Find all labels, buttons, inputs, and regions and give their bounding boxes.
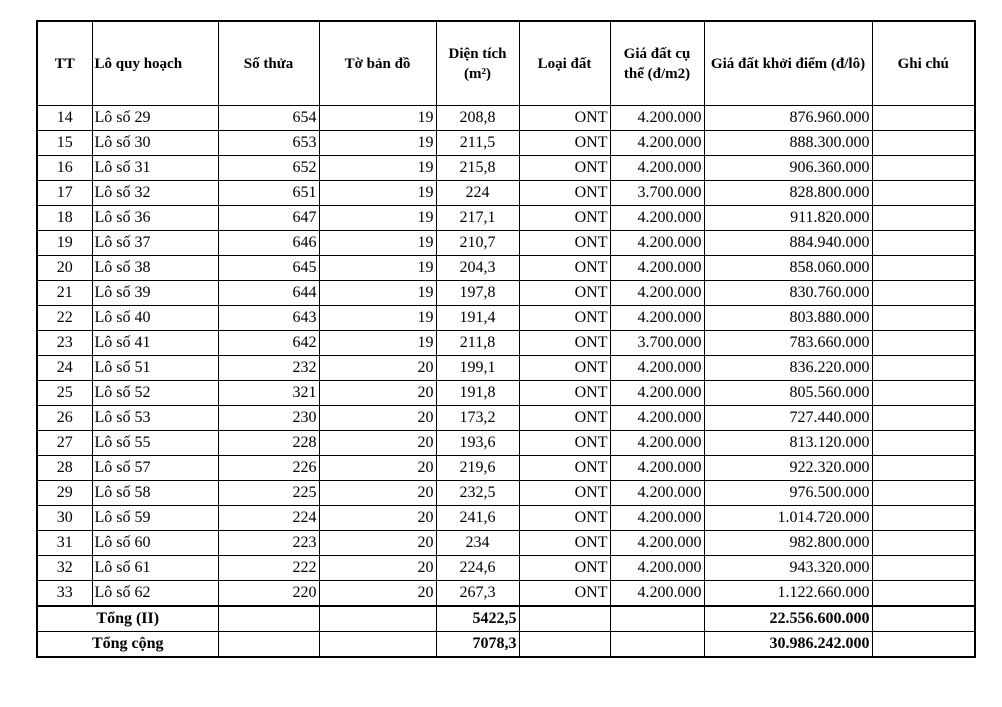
cell-start-price: 813.120.000	[704, 431, 872, 456]
cell-lot: Lô số 62	[92, 581, 218, 607]
cell-note	[872, 256, 975, 281]
cell-lot: Lô số 53	[92, 406, 218, 431]
cell-area: 191,4	[436, 306, 519, 331]
cell-note	[872, 331, 975, 356]
cell-start-price: 976.500.000	[704, 481, 872, 506]
cell-parcel: 644	[218, 281, 319, 306]
cell-unit-price: 4.200.000	[610, 406, 704, 431]
cell-lot: Lô số 37	[92, 231, 218, 256]
cell-area: 211,5	[436, 131, 519, 156]
cell-map-sheet: 20	[319, 406, 436, 431]
total-label: Tổng cộng	[37, 632, 218, 658]
table-row	[37, 306, 975, 331]
cell-parcel: 652	[218, 156, 319, 181]
cell-map-sheet: 19	[319, 331, 436, 356]
cell-lot: Lô số 41	[92, 331, 218, 356]
cell-unit-price: 4.200.000	[610, 356, 704, 381]
cell-area: 219,6	[436, 456, 519, 481]
cell-start-price: 982.800.000	[704, 531, 872, 556]
cell-area: 204,3	[436, 256, 519, 281]
cell-lot: Lô số 40	[92, 306, 218, 331]
cell-note	[872, 431, 975, 456]
cell-unit-price: 4.200.000	[610, 256, 704, 281]
cell-parcel: 646	[218, 231, 319, 256]
table-row	[37, 556, 975, 581]
cell-area: 197,8	[436, 281, 519, 306]
cell-area: 173,2	[436, 406, 519, 431]
cell-tt: 28	[37, 456, 92, 481]
cell-tt: 29	[37, 481, 92, 506]
cell-land-type: ONT	[519, 231, 610, 256]
cell-map-sheet: 19	[319, 156, 436, 181]
cell-tt: 26	[37, 406, 92, 431]
cell-area: 224	[436, 181, 519, 206]
cell-land-type: ONT	[519, 281, 610, 306]
cell-map-sheet: 19	[319, 181, 436, 206]
cell-tt: 33	[37, 581, 92, 607]
header-lot: Lô quy hoạch	[92, 21, 218, 106]
cell-lot: Lô số 29	[92, 106, 218, 131]
total-price: 30.986.242.000	[704, 632, 872, 658]
cell-start-price: 828.800.000	[704, 181, 872, 206]
cell-lot: Lô số 36	[92, 206, 218, 231]
cell-parcel: 654	[218, 106, 319, 131]
total-area: 7078,3	[436, 632, 519, 658]
cell-parcel: 228	[218, 431, 319, 456]
table-header-row	[37, 21, 975, 106]
total-empty-type	[519, 606, 610, 632]
cell-start-price: 876.960.000	[704, 106, 872, 131]
cell-parcel: 224	[218, 506, 319, 531]
cell-map-sheet: 20	[319, 356, 436, 381]
cell-area: 217,1	[436, 206, 519, 231]
cell-start-price: 906.360.000	[704, 156, 872, 181]
table-row	[37, 131, 975, 156]
cell-start-price: 911.820.000	[704, 206, 872, 231]
cell-map-sheet: 20	[319, 556, 436, 581]
cell-unit-price: 3.700.000	[610, 181, 704, 206]
cell-tt: 32	[37, 556, 92, 581]
cell-note	[872, 556, 975, 581]
total-row	[37, 632, 975, 658]
cell-lot: Lô số 55	[92, 431, 218, 456]
cell-area: 241,6	[436, 506, 519, 531]
table-row	[37, 231, 975, 256]
header-start-price: Giá đất khởi điểm (đ/lô)	[704, 21, 872, 106]
cell-tt: 17	[37, 181, 92, 206]
cell-area: 199,1	[436, 356, 519, 381]
cell-unit-price: 4.200.000	[610, 206, 704, 231]
table-row	[37, 106, 975, 131]
cell-note	[872, 356, 975, 381]
cell-lot: Lô số 31	[92, 156, 218, 181]
cell-start-price: 830.760.000	[704, 281, 872, 306]
cell-lot: Lô số 60	[92, 531, 218, 556]
total-empty-unit	[610, 606, 704, 632]
total-label: Tổng (II)	[37, 606, 218, 632]
cell-parcel: 230	[218, 406, 319, 431]
cell-unit-price: 4.200.000	[610, 456, 704, 481]
cell-unit-price: 4.200.000	[610, 131, 704, 156]
cell-parcel: 220	[218, 581, 319, 607]
cell-land-type: ONT	[519, 581, 610, 607]
cell-land-type: ONT	[519, 556, 610, 581]
cell-start-price: 888.300.000	[704, 131, 872, 156]
cell-note	[872, 281, 975, 306]
cell-lot: Lô số 61	[92, 556, 218, 581]
cell-map-sheet: 20	[319, 481, 436, 506]
cell-note	[872, 456, 975, 481]
cell-start-price: 783.660.000	[704, 331, 872, 356]
cell-note	[872, 231, 975, 256]
cell-tt: 22	[37, 306, 92, 331]
cell-unit-price: 4.200.000	[610, 281, 704, 306]
cell-note	[872, 581, 975, 607]
header-tt: TT	[37, 21, 92, 106]
cell-parcel: 651	[218, 181, 319, 206]
cell-unit-price: 4.200.000	[610, 581, 704, 607]
cell-unit-price: 4.200.000	[610, 506, 704, 531]
cell-land-type: ONT	[519, 481, 610, 506]
cell-map-sheet: 20	[319, 381, 436, 406]
cell-note	[872, 206, 975, 231]
cell-area: 210,7	[436, 231, 519, 256]
table-row	[37, 431, 975, 456]
cell-land-type: ONT	[519, 256, 610, 281]
cell-note	[872, 381, 975, 406]
cell-lot: Lô số 38	[92, 256, 218, 281]
cell-tt: 20	[37, 256, 92, 281]
cell-note	[872, 506, 975, 531]
cell-unit-price: 4.200.000	[610, 381, 704, 406]
cell-start-price: 943.320.000	[704, 556, 872, 581]
total-row	[37, 606, 975, 632]
cell-lot: Lô số 32	[92, 181, 218, 206]
cell-land-type: ONT	[519, 306, 610, 331]
total-empty-map	[319, 606, 436, 632]
cell-unit-price: 4.200.000	[610, 431, 704, 456]
cell-note	[872, 106, 975, 131]
header-note: Ghi chú	[872, 21, 975, 106]
cell-tt: 15	[37, 131, 92, 156]
cell-land-type: ONT	[519, 106, 610, 131]
cell-area: 193,6	[436, 431, 519, 456]
cell-tt: 21	[37, 281, 92, 306]
cell-land-type: ONT	[519, 406, 610, 431]
cell-map-sheet: 19	[319, 206, 436, 231]
cell-tt: 16	[37, 156, 92, 181]
table-row	[37, 481, 975, 506]
cell-area: 215,8	[436, 156, 519, 181]
cell-parcel: 222	[218, 556, 319, 581]
cell-note	[872, 406, 975, 431]
cell-tt: 24	[37, 356, 92, 381]
total-empty-map	[319, 632, 436, 658]
cell-parcel: 645	[218, 256, 319, 281]
cell-land-type: ONT	[519, 531, 610, 556]
cell-unit-price: 4.200.000	[610, 531, 704, 556]
cell-tt: 31	[37, 531, 92, 556]
table-row	[37, 331, 975, 356]
cell-start-price: 727.440.000	[704, 406, 872, 431]
cell-map-sheet: 19	[319, 131, 436, 156]
table-row	[37, 406, 975, 431]
cell-note	[872, 306, 975, 331]
cell-tt: 30	[37, 506, 92, 531]
cell-land-type: ONT	[519, 331, 610, 356]
cell-area: 224,6	[436, 556, 519, 581]
table-row	[37, 356, 975, 381]
total-area: 5422,5	[436, 606, 519, 632]
cell-lot: Lô số 30	[92, 131, 218, 156]
total-price: 22.556.600.000	[704, 606, 872, 632]
table-row	[37, 206, 975, 231]
cell-tt: 27	[37, 431, 92, 456]
cell-start-price: 884.940.000	[704, 231, 872, 256]
cell-map-sheet: 20	[319, 456, 436, 481]
table-body	[37, 106, 975, 658]
total-empty-parcel	[218, 606, 319, 632]
cell-start-price: 1.122.660.000	[704, 581, 872, 607]
cell-land-type: ONT	[519, 431, 610, 456]
cell-map-sheet: 19	[319, 256, 436, 281]
header-map-sheet: Tờ bản đồ	[319, 21, 436, 106]
cell-start-price: 836.220.000	[704, 356, 872, 381]
cell-start-price: 858.060.000	[704, 256, 872, 281]
cell-unit-price: 4.200.000	[610, 556, 704, 581]
cell-map-sheet: 19	[319, 306, 436, 331]
cell-tt: 19	[37, 231, 92, 256]
cell-tt: 14	[37, 106, 92, 131]
cell-note	[872, 531, 975, 556]
table-row	[37, 456, 975, 481]
table-row	[37, 381, 975, 406]
cell-land-type: ONT	[519, 156, 610, 181]
table-row	[37, 181, 975, 206]
cell-start-price: 803.880.000	[704, 306, 872, 331]
cell-land-type: ONT	[519, 456, 610, 481]
cell-parcel: 321	[218, 381, 319, 406]
table-row	[37, 581, 975, 607]
cell-note	[872, 181, 975, 206]
cell-lot: Lô số 39	[92, 281, 218, 306]
cell-area: 211,8	[436, 331, 519, 356]
table-row	[37, 256, 975, 281]
total-empty-unit	[610, 632, 704, 658]
cell-unit-price: 4.200.000	[610, 306, 704, 331]
cell-note	[872, 156, 975, 181]
cell-lot: Lô số 51	[92, 356, 218, 381]
cell-parcel: 653	[218, 131, 319, 156]
table-row	[37, 506, 975, 531]
cell-map-sheet: 19	[319, 106, 436, 131]
cell-area: 234	[436, 531, 519, 556]
cell-start-price: 922.320.000	[704, 456, 872, 481]
cell-start-price: 805.560.000	[704, 381, 872, 406]
total-empty-note	[872, 632, 975, 658]
cell-map-sheet: 20	[319, 581, 436, 607]
cell-map-sheet: 20	[319, 431, 436, 456]
total-empty-parcel	[218, 632, 319, 658]
cell-parcel: 642	[218, 331, 319, 356]
total-empty-type	[519, 632, 610, 658]
total-empty-note	[872, 606, 975, 632]
cell-area: 191,8	[436, 381, 519, 406]
table-row	[37, 156, 975, 181]
cell-land-type: ONT	[519, 206, 610, 231]
header-parcel: Số thửa	[218, 21, 319, 106]
cell-unit-price: 4.200.000	[610, 156, 704, 181]
cell-parcel: 232	[218, 356, 319, 381]
cell-start-price: 1.014.720.000	[704, 506, 872, 531]
cell-parcel: 225	[218, 481, 319, 506]
cell-tt: 23	[37, 331, 92, 356]
cell-map-sheet: 20	[319, 531, 436, 556]
table-row	[37, 281, 975, 306]
cell-land-type: ONT	[519, 181, 610, 206]
cell-note	[872, 481, 975, 506]
cell-lot: Lô số 57	[92, 456, 218, 481]
cell-land-type: ONT	[519, 381, 610, 406]
cell-land-type: ONT	[519, 506, 610, 531]
cell-parcel: 223	[218, 531, 319, 556]
cell-parcel: 226	[218, 456, 319, 481]
header-area: Diện tích (m²)	[436, 21, 519, 106]
cell-area: 267,3	[436, 581, 519, 607]
cell-area: 208,8	[436, 106, 519, 131]
header-unit-price: Giá đất cụ thể (đ/m2)	[610, 21, 704, 106]
cell-unit-price: 3.700.000	[610, 331, 704, 356]
cell-map-sheet: 20	[319, 506, 436, 531]
cell-land-type: ONT	[519, 356, 610, 381]
cell-land-type: ONT	[519, 131, 610, 156]
cell-tt: 18	[37, 206, 92, 231]
cell-map-sheet: 19	[319, 281, 436, 306]
cell-tt: 25	[37, 381, 92, 406]
table-row	[37, 531, 975, 556]
cell-area: 232,5	[436, 481, 519, 506]
cell-lot: Lô số 58	[92, 481, 218, 506]
cell-unit-price: 4.200.000	[610, 106, 704, 131]
cell-parcel: 647	[218, 206, 319, 231]
cell-unit-price: 4.200.000	[610, 231, 704, 256]
cell-lot: Lô số 52	[92, 381, 218, 406]
header-land-type: Loại đất	[519, 21, 610, 106]
cell-map-sheet: 19	[319, 231, 436, 256]
cell-parcel: 643	[218, 306, 319, 331]
land-price-table	[36, 20, 976, 658]
cell-unit-price: 4.200.000	[610, 481, 704, 506]
cell-note	[872, 131, 975, 156]
cell-lot: Lô số 59	[92, 506, 218, 531]
